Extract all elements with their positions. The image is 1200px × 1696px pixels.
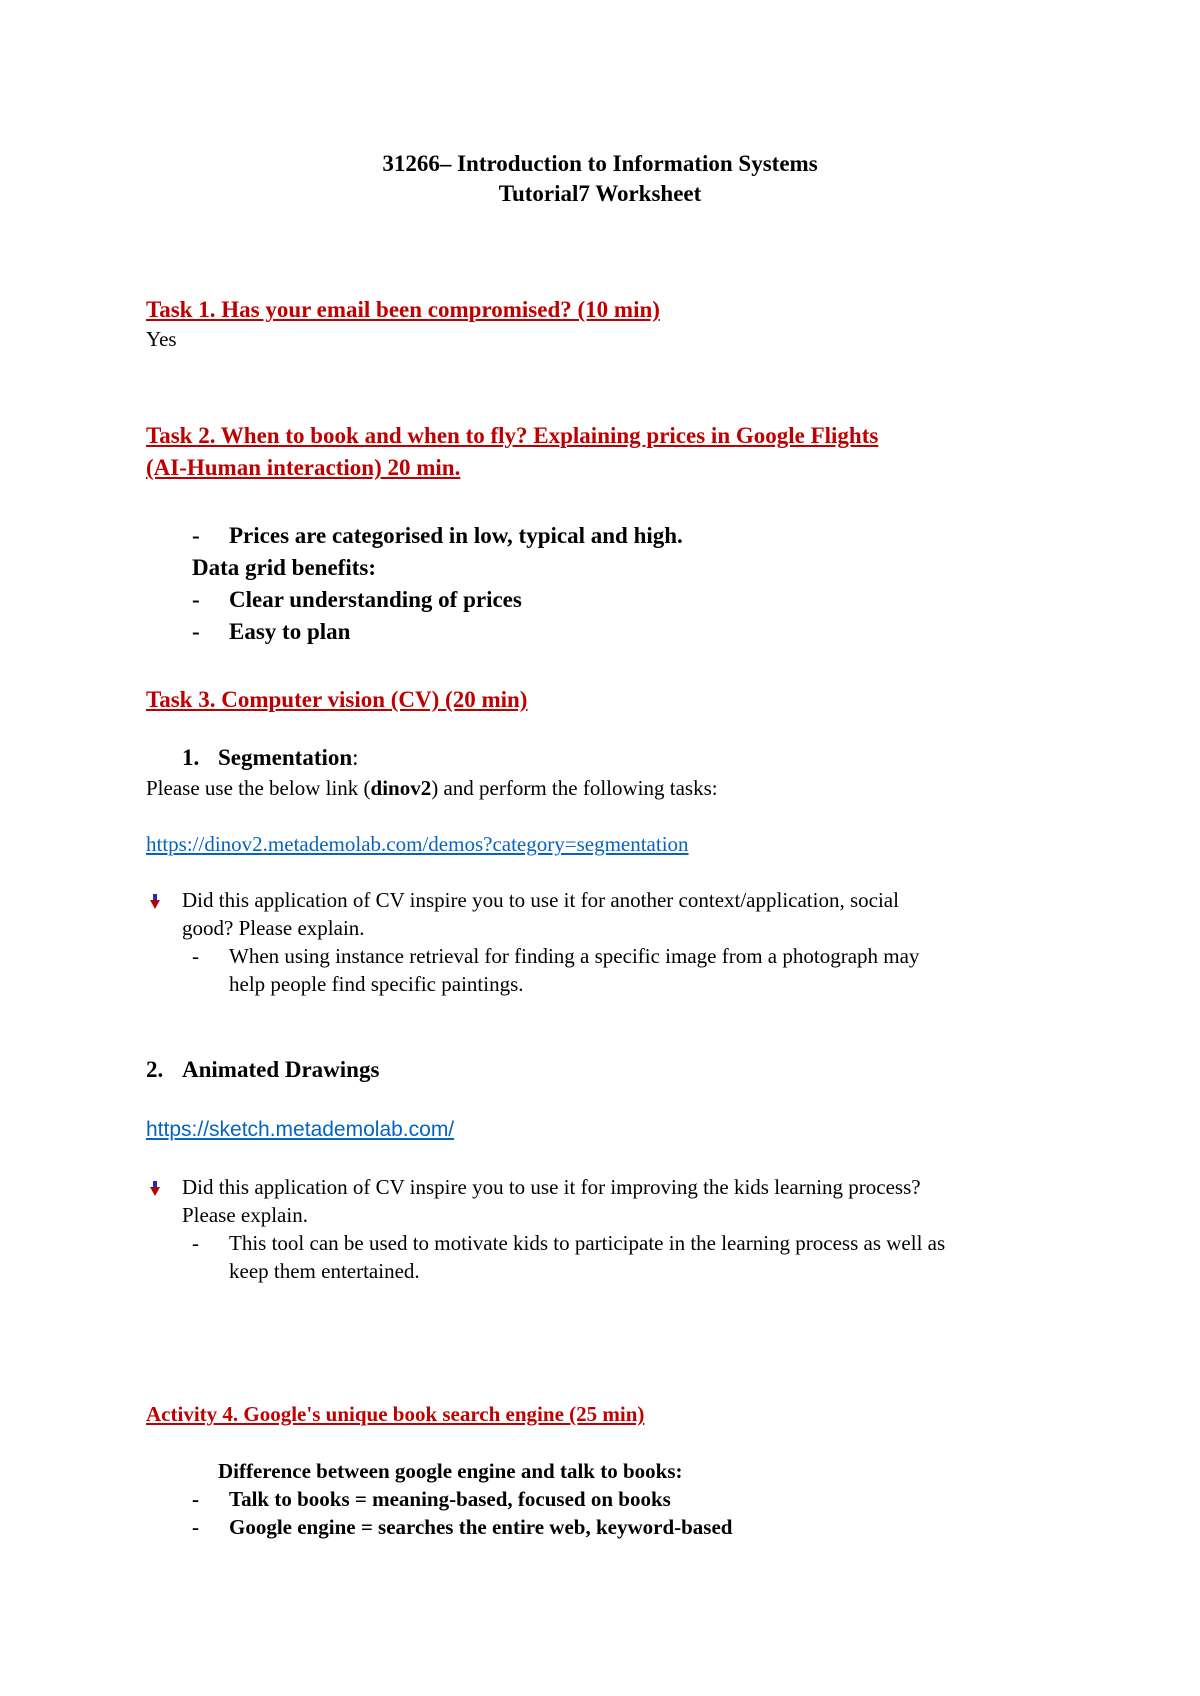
task2-point-1: Prices are categorised in low, typical and high. (229, 523, 683, 548)
section2-answer-line1: This tool can be used to motivate kids to participate in the learning process as well as (229, 1231, 946, 1255)
bullet-dash: - (192, 944, 199, 968)
animated-drawings-link[interactable]: https://sketch.metademolab.com/ (146, 1118, 455, 1141)
section1-answer-line1: When using instance retrieval for finding a specific image from a photograph may (229, 944, 920, 968)
task2-subheading: Data grid benefits: (192, 555, 376, 580)
section2-title: Animated Drawings (182, 1057, 380, 1082)
activity4-point-1: Talk to books = meaning-based, focused on books (229, 1487, 671, 1511)
activity4-heading: Activity 4. Google's unique book search engine (25 min) (146, 1402, 645, 1426)
section2-question-line2: Please explain. (182, 1203, 308, 1227)
section1-number: 1. (182, 745, 200, 770)
task2-heading-line2: (AI-Human interaction) 20 min. (146, 455, 461, 480)
activity4-point-2: Google engine = searches the entire web, keyword-based (229, 1515, 733, 1539)
section1-title: Segmentation: (218, 745, 359, 770)
bullet-dash: - (192, 587, 200, 612)
bullet-dash: - (192, 1515, 199, 1539)
section2-answer-line2: keep them entertained. (229, 1259, 420, 1283)
arrow-bullet-icon (146, 893, 164, 911)
task2-point-3: Easy to plan (229, 619, 351, 644)
section1-question-line1: Did this application of CV inspire you to use it for another context/application, social (182, 888, 899, 912)
section2-question-line1: Did this application of CV inspire you to use it for improving the kids learning process? (182, 1175, 921, 1199)
section1-answer-line2: help people find specific paintings. (229, 972, 524, 996)
bullet-dash: - (192, 1231, 199, 1255)
arrow-bullet-icon (146, 1180, 164, 1198)
activity4-subheading: Difference between google engine and talk to books: (218, 1459, 683, 1483)
task3-heading: Task 3. Computer vision (CV) (20 min) (146, 687, 528, 712)
section1-instruction: Please use the below link (dinov2) and perform the following tasks: (146, 776, 718, 800)
document-title: 31266– Introduction to Information Systems (382, 151, 818, 176)
task1-answer: Yes (146, 327, 177, 351)
task1-heading: Task 1. Has your email been compromised? (10 min) (146, 297, 660, 322)
task2-heading-line1: Task 2. When to book and when to fly? Explaining prices in Google Flights (146, 423, 879, 448)
bullet-dash: - (192, 619, 200, 644)
segmentation-link[interactable]: https://dinov2.metademolab.com/demos?category=segmentation (146, 832, 689, 856)
bullet-dash: - (192, 523, 200, 548)
task2-point-2: Clear understanding of prices (229, 587, 522, 612)
document-subtitle: Tutorial7 Worksheet (498, 181, 702, 206)
bullet-dash: - (192, 1487, 199, 1511)
section2-number: 2. (146, 1057, 164, 1082)
section1-question-line2: good? Please explain. (182, 916, 365, 940)
